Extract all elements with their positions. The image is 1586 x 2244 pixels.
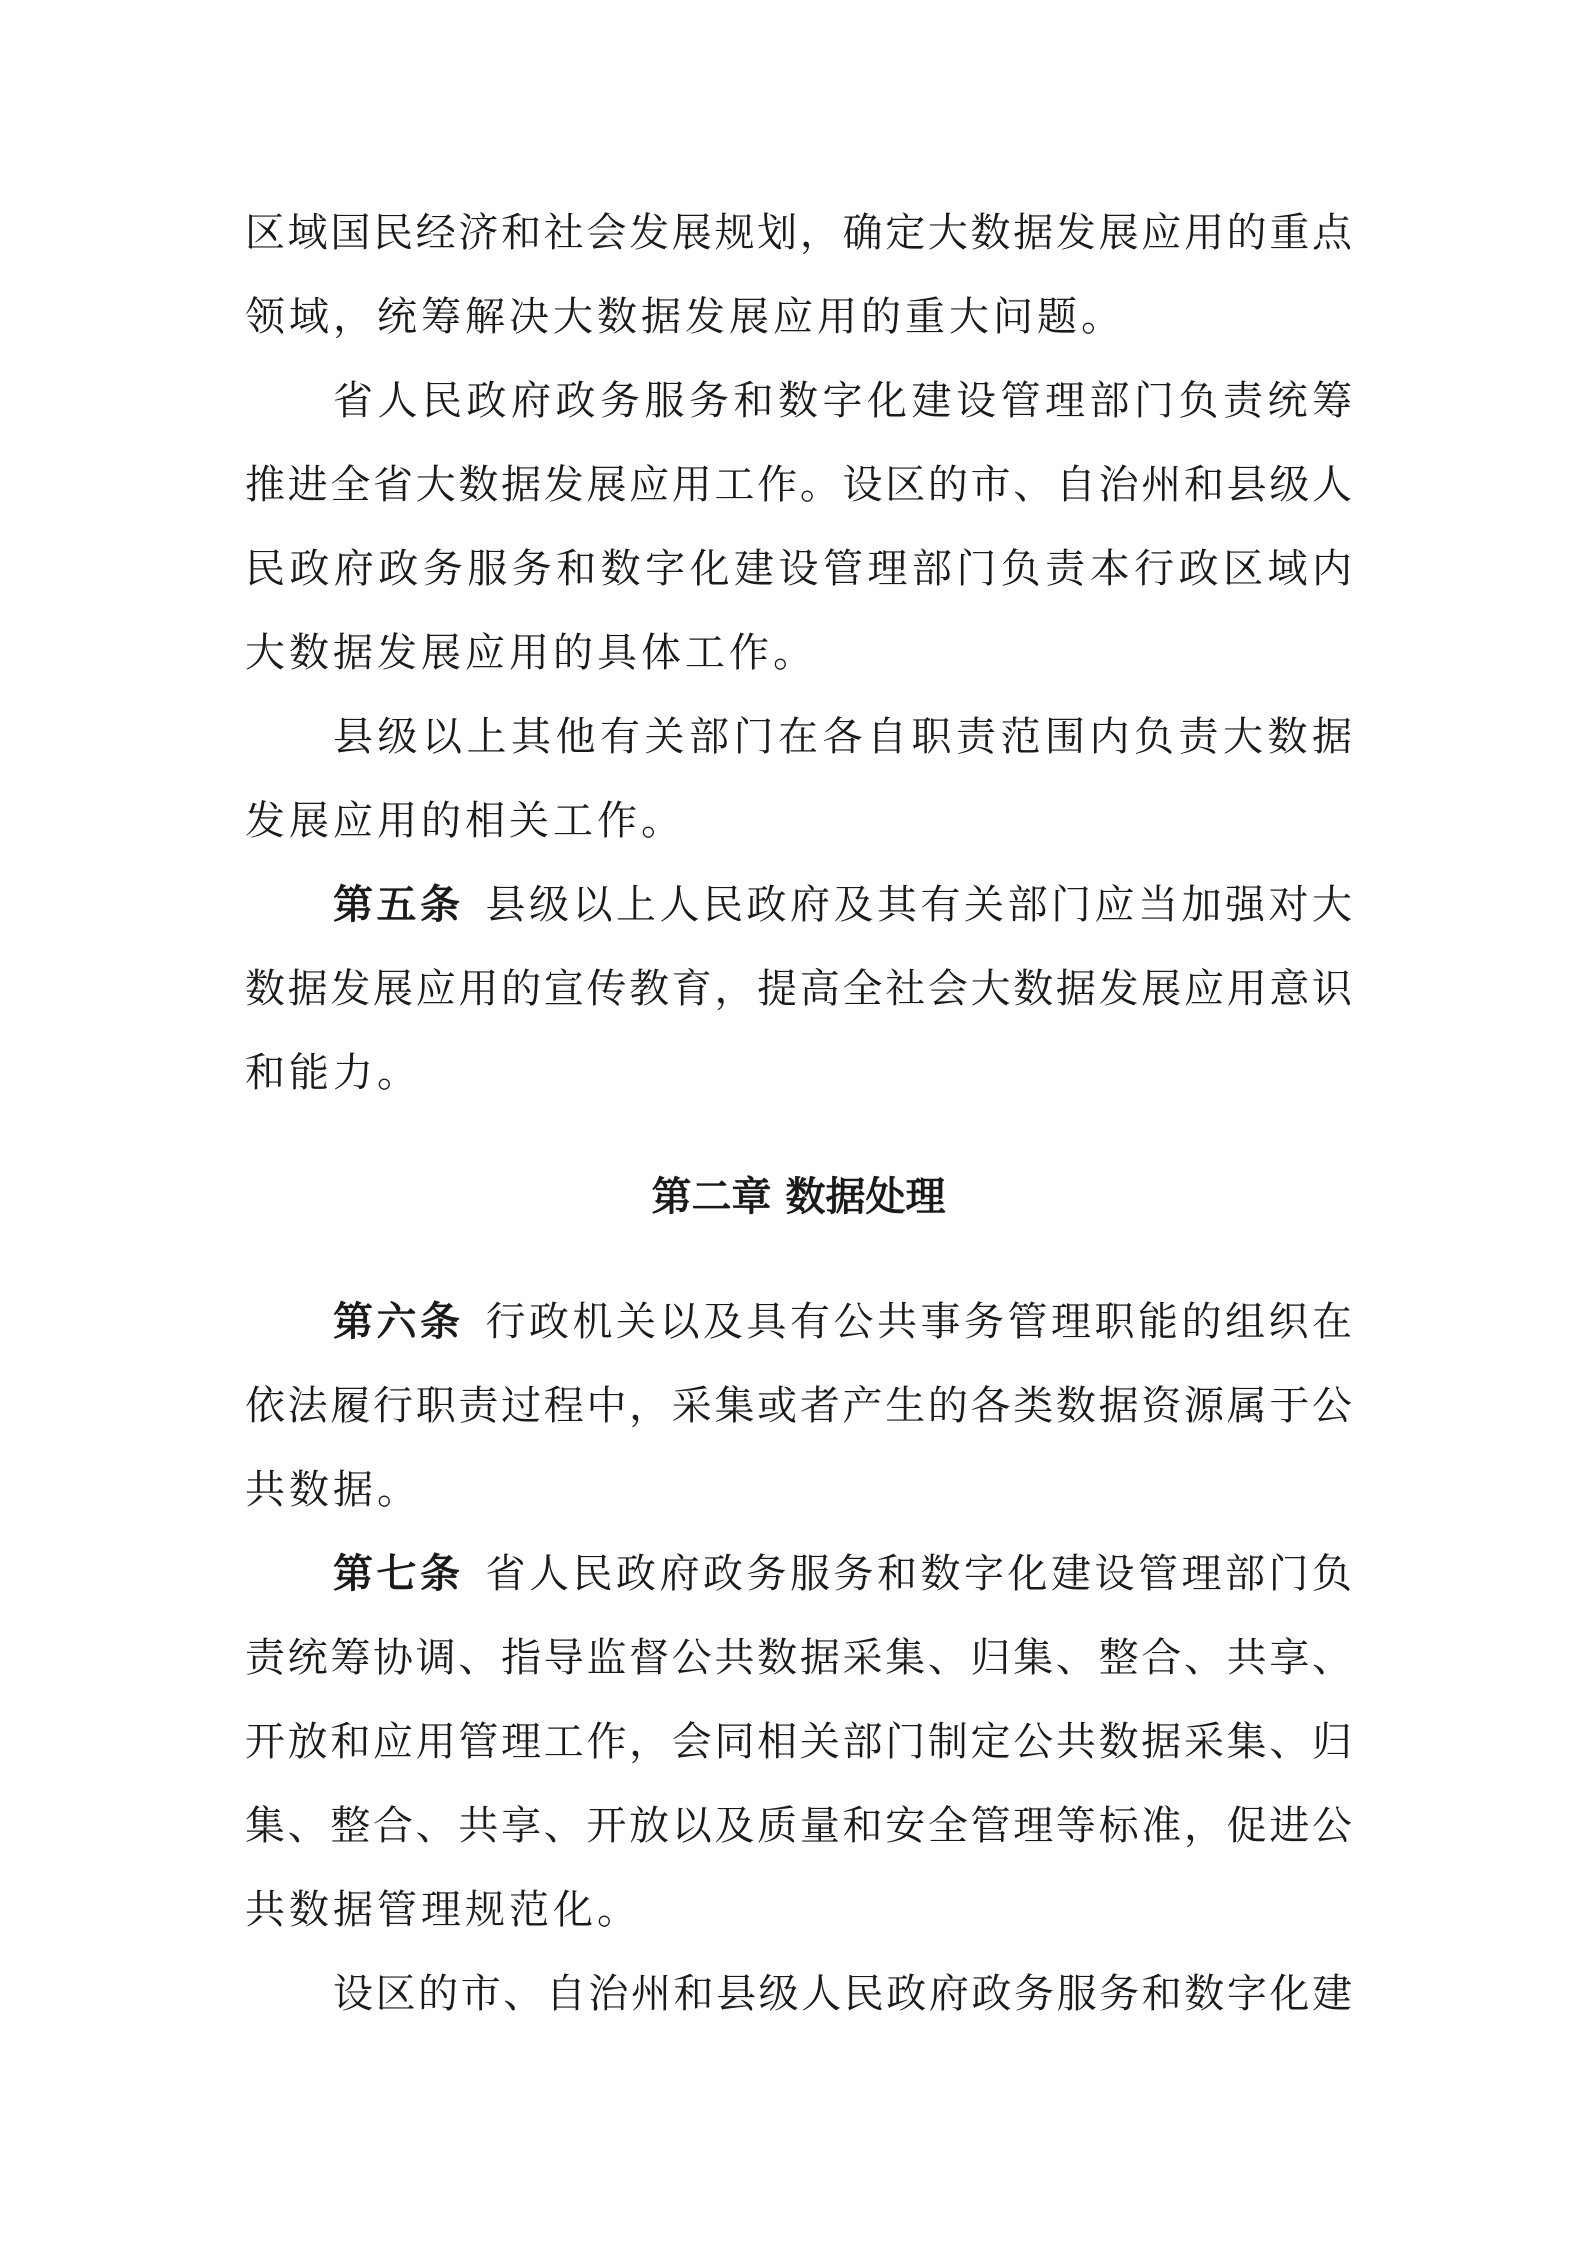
line-text: 区域国民经济和社会发展规划，确定大数据发展应用的重点 [245, 210, 1352, 256]
text-line [245, 443, 1352, 527]
article-paragraph [245, 1532, 1352, 1952]
text-line [245, 1700, 1352, 1784]
text-line [245, 191, 1352, 275]
line-text: 设区的市、自治州和县级人民政府政务服务和数字化建 [333, 1971, 1352, 2017]
text-line [245, 1364, 1352, 1448]
paragraph [245, 191, 1352, 359]
text-line [245, 359, 1352, 443]
text-line [245, 779, 1352, 863]
text-line [245, 1868, 1352, 1952]
paragraph [245, 1952, 1352, 2036]
line-text: 依法履行职责过程中，采集或者产生的各类数据资源属于公 [245, 1383, 1352, 1429]
line-text: 数据发展应用的宣传教育，提高全社会大数据发展应用意识 [245, 966, 1352, 1012]
line-text: 民政府政务服务和数字化建设管理部门负责本行政区域内 [245, 546, 1352, 592]
text-line [245, 1448, 1352, 1532]
paragraph [245, 695, 1352, 863]
line-text: 省人民政府政务服务和数字化建设管理部门负 [485, 1551, 1352, 1597]
line-text: 大数据发展应用的具体工作。 [245, 630, 817, 676]
paragraph [245, 359, 1352, 695]
line-text: 共数据管理规范化。 [245, 1887, 641, 1933]
text-line [245, 863, 1352, 947]
text-line [245, 695, 1352, 779]
line-text: 集、整合、共享、开放以及质量和安全管理等标准，促进公 [245, 1803, 1352, 1849]
text-line [245, 527, 1352, 611]
text-line [245, 1532, 1352, 1616]
line-text: 责统筹协调、指导监督公共数据采集、归集、整合、共享、 [245, 1635, 1352, 1681]
line-text: 开放和应用管理工作，会同相关部门制定公共数据采集、归 [245, 1719, 1352, 1765]
text-line [245, 947, 1352, 1031]
chapter-heading: 第二章 数据处理 [651, 1174, 946, 1220]
text-line [245, 1616, 1352, 1700]
text-line [245, 1280, 1352, 1364]
line-text: 县级以上其他有关部门在各自职责范围内负责大数据 [333, 714, 1352, 760]
text-line [245, 611, 1352, 695]
line-text: 共数据。 [245, 1467, 421, 1513]
document-page [245, 191, 1352, 2036]
line-text: 推进全省大数据发展应用工作。设区的市、自治州和县级人 [245, 462, 1352, 508]
text-line [245, 1031, 1352, 1115]
line-text: 发展应用的相关工作。 [245, 798, 685, 844]
article-paragraph [245, 863, 1352, 1115]
text-line [245, 1784, 1352, 1868]
text-line [245, 275, 1352, 359]
article-paragraph [245, 1280, 1352, 1532]
line-text: 领域，统筹解决大数据发展应用的重大问题。 [245, 294, 1125, 340]
article-number: 第七条 [333, 1551, 464, 1597]
line-text: 和能力。 [245, 1050, 421, 1096]
article-number: 第六条 [333, 1299, 464, 1345]
article-number: 第五条 [333, 882, 464, 928]
text-line [245, 1952, 1352, 2036]
line-text: 省人民政府政务服务和数字化建设管理部门负责统筹 [333, 378, 1352, 424]
line-text: 县级以上人民政府及其有关部门应当加强对大 [485, 882, 1352, 928]
line-text: 行政机关以及具有公共事务管理职能的组织在 [485, 1299, 1352, 1345]
